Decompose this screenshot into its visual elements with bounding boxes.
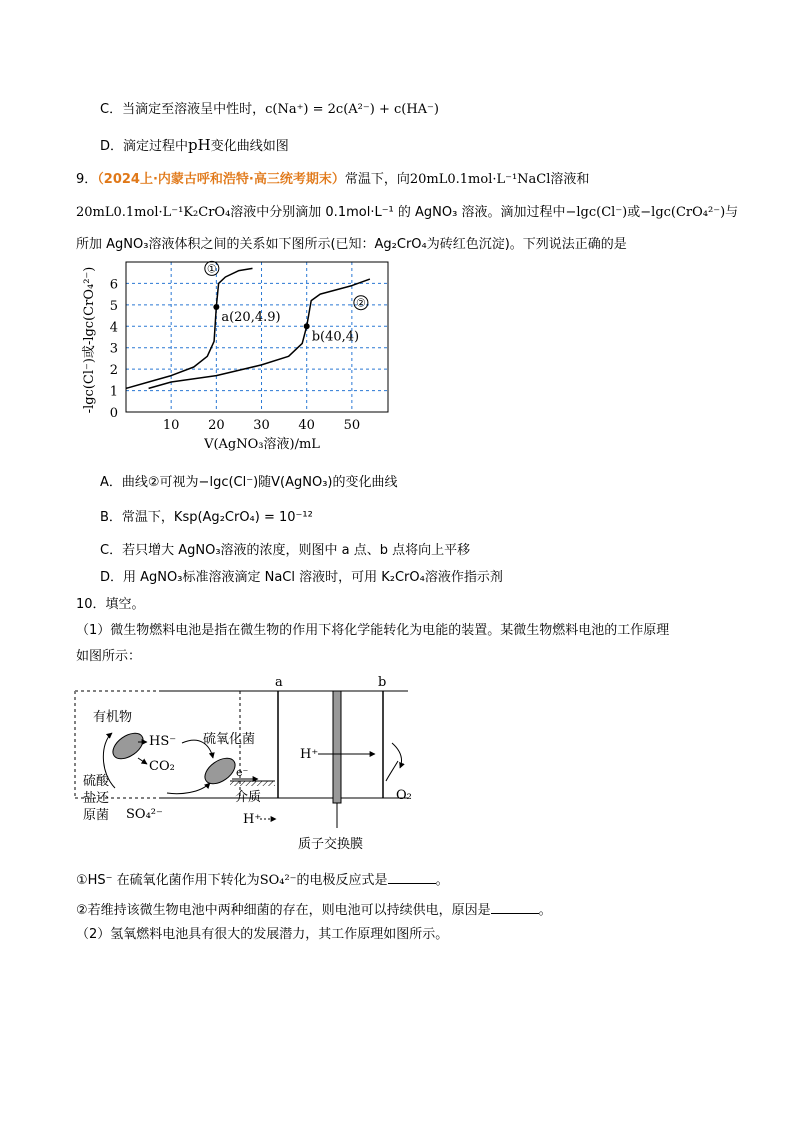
option-label: C． (100, 102, 123, 117)
co2-label: CO₂ (149, 759, 175, 774)
option-text-post: 变化曲线如图 (210, 139, 289, 154)
y-axis-label: -lgc(Cl⁻)或-lgc(CrO₄²⁻) (82, 266, 97, 414)
q9-number: 9． (76, 172, 98, 187)
option-formula: c(Na⁺) = 2c(A²⁻) + c(HA⁻) (265, 102, 439, 117)
q10-sub2-text: ②若维持该微生物电池中两种细菌的存在，则电池可以持续供电，原因是 (76, 903, 491, 918)
q10-sub2 (76, 901, 552, 920)
q9-option-a (100, 474, 398, 492)
y-tick-label: 1 (109, 384, 118, 400)
x-tick-label: 40 (298, 418, 315, 433)
data-point (304, 323, 310, 329)
y-tick-label: 5 (109, 298, 118, 314)
option-label: C． (100, 543, 123, 558)
electrode-a-label: a (275, 675, 283, 690)
organic-label: 有机物 (93, 710, 133, 725)
option-text: 常温下，Ksp(Ag₂CrO₄) = 10⁻¹² (121, 510, 313, 525)
q9-option-b (100, 509, 313, 527)
o2-curve-arrow (392, 743, 402, 768)
q9-option-c (100, 542, 470, 560)
q10-sub1-pre: ①HS⁻ 在硫氧化菌作用下转化为 (76, 873, 260, 888)
q10-p2: （2）氢氧燃料电池具有很大的发展潜力，其工作原理如图所示。 (76, 927, 449, 942)
titration-chart (76, 258, 406, 458)
q10-sub1 (76, 871, 449, 890)
option-label: B． (100, 510, 122, 525)
so4-label: SO₄²⁻ (126, 807, 163, 822)
q10-sub2-end: 。 (538, 903, 552, 918)
series-label: ① (206, 262, 217, 276)
x-tick-label: 10 (162, 418, 180, 433)
electrode-b-label: b (378, 675, 387, 690)
fuel-cell-diagram (70, 673, 415, 858)
q9-text: 溶液和 (550, 172, 590, 187)
answer-blank[interactable] (388, 871, 436, 884)
membrane-label: 质子交换膜 (298, 837, 364, 852)
series-label: ② (355, 296, 366, 310)
q10-p1-line1: （1）微生物燃料电池是指在微生物的作用下将化学能转化为电能的装置。某微生物燃料电池的工作原理 (76, 623, 670, 638)
so4-arrow (167, 783, 210, 794)
proton-membrane (333, 691, 341, 803)
q10-p1-line2: 如图所示： (76, 649, 142, 664)
q9-text: 或 (627, 205, 641, 220)
y-tick-label: 2 (109, 363, 118, 379)
option-text: 若只增大 AgNO₃溶液的浓度，则图中 a 点、b 点将向上平移 (122, 543, 471, 558)
option-text: 曲线②可视为−lgc(Cl⁻)随V(AgNO₃)的变化曲线 (121, 475, 398, 490)
h-plus-left-label: H⁺ (243, 812, 262, 827)
option-text-pre: 滴定过程中 (123, 139, 189, 154)
option-d-prev (100, 136, 289, 156)
q10-sub1-post: 的电极反应式是 (296, 873, 388, 888)
option-text: 当滴定至溶液呈中性时， (122, 102, 266, 117)
sulfur-bac-label: 硫氧化菌 (203, 732, 256, 747)
q9-k2cro4: 20mL0.1mol·L⁻¹K₂CrO₄ (76, 205, 231, 220)
x-tick-labels (163, 418, 360, 433)
q9-text: 溶液中分别滴加 0.1mol·L⁻¹ 的 AgNO₃ 溶液。滴加过程中 (230, 205, 566, 220)
option-label: A． (100, 475, 122, 490)
option-text: 用 AgNO₃标准溶液滴定 NaCl 溶液时，可用 K₂CrO₄溶液作指示剂 (123, 570, 503, 585)
q10-title: 填空。 (105, 597, 145, 612)
option-label: D． (100, 139, 124, 154)
sulfate-bac-label-1: 硫酸 (83, 774, 110, 789)
q10-number: 10． (76, 597, 106, 612)
q9-option-d (100, 569, 503, 587)
data-point (213, 304, 219, 310)
q9-cl-formula: −lgc(Cl⁻) (565, 205, 628, 220)
y-tick-label: 0 (109, 406, 118, 421)
sulfate-bacteria-cell (108, 728, 147, 764)
hs-label: HS⁻ (149, 734, 177, 749)
q9-cro4-formula: −lgc(CrO₄²⁻) (640, 205, 726, 220)
q9-text: 常温下，向 (344, 172, 410, 187)
q10-header (76, 596, 145, 614)
data-point-label: b(40,4) (311, 329, 360, 345)
data-point-label: a(20,4.9) (221, 310, 281, 325)
x-tick-label: 30 (253, 418, 270, 433)
q9-line1 (76, 171, 589, 189)
q10-sub1-end: 。 (435, 873, 449, 888)
medium-label: 介质 (235, 790, 262, 805)
q9-line2 (76, 204, 738, 222)
q9-text: 与 (725, 205, 739, 220)
option-label: D． (100, 570, 124, 585)
q10-sub1-ion: SO₄²⁻ (259, 873, 297, 888)
q9-source: （2024上·内蒙古呼和浩特·高三统考期末） (97, 172, 345, 187)
x-axis-label: V(AgNO₃溶液)/mL (204, 437, 320, 452)
o2-arrow (386, 761, 398, 781)
y-tick-label: 3 (109, 341, 118, 357)
series-line-1 (126, 268, 253, 388)
electron-label: e⁻ (236, 766, 249, 779)
medium-hatch (230, 781, 275, 786)
chart-points (213, 304, 359, 344)
sulfate-bac-label-2: 盐还 (83, 791, 110, 806)
option-c-prev (100, 101, 439, 119)
ph-symbol: pH (188, 136, 211, 154)
co2-arrow (138, 758, 147, 764)
answer-blank[interactable] (491, 901, 539, 914)
h-plus-mid-label: H⁺ (300, 747, 319, 762)
x-tick-label: 20 (208, 418, 225, 433)
x-tick-label: 50 (343, 418, 361, 433)
q9-nacl: 20mL0.1mol·L⁻¹NaCl (409, 172, 551, 187)
y-tick-label: 6 (109, 277, 118, 293)
y-tick-label: 4 (109, 320, 118, 336)
o2-label: O₂ (396, 788, 412, 803)
sulfate-bac-label-3: 原菌 (83, 808, 110, 823)
y-tick-labels (110, 277, 118, 421)
q9-line3: 所加 AgNO₃溶液体积之间的关系如下图所示(已知：Ag₂CrO₄为砖红色沉淀)。下列说法正确的是 (76, 237, 627, 252)
